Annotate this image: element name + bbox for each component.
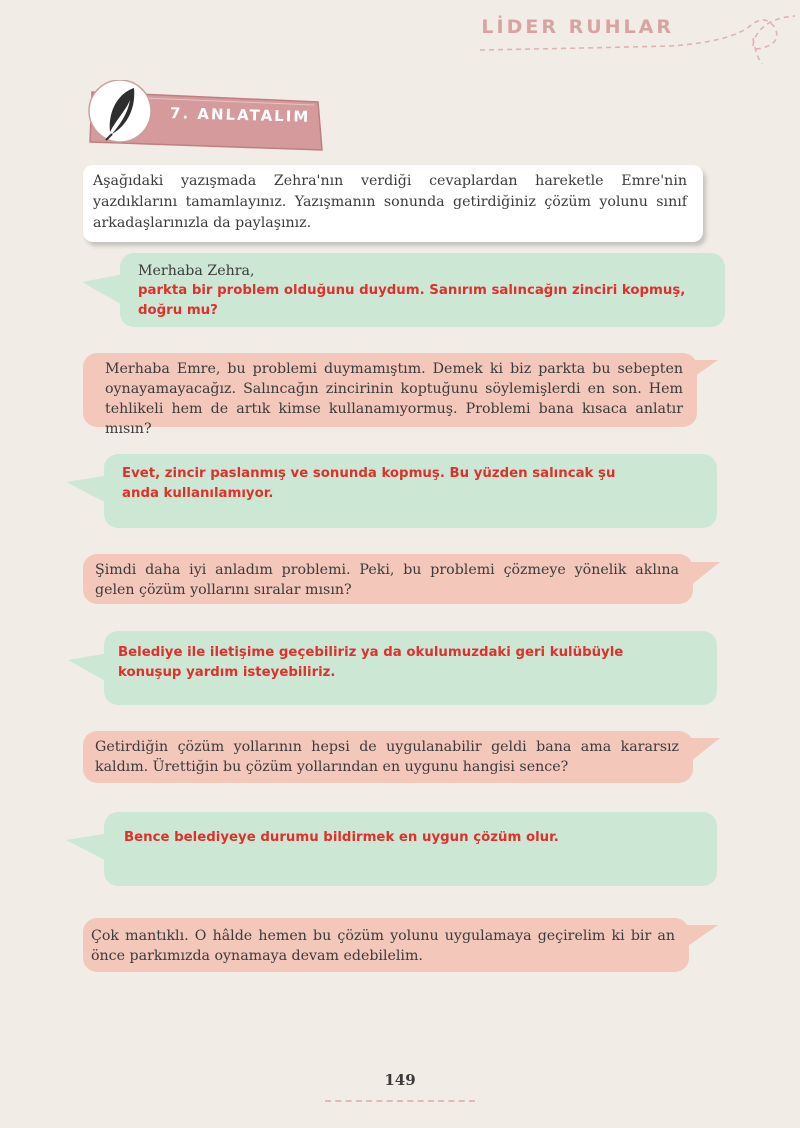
section-title: 7. ANLATALIM: [169, 104, 311, 126]
answer-text: Belediye ile iletişime geçebiliriz ya da okulumuzdaki geri kulübüyle konuşup yardım isteyebiliriz.: [118, 645, 624, 680]
message-text: Getirdiğin çözüm yollarının hepsi de uygulanabilir geldi bana ama kararsız kaldım. Ürettiğin bu çözüm yollarından en uygunu hangisi sence?: [95, 739, 679, 775]
bubble-tail: [82, 268, 124, 308]
brand-title: LİDER RUHLAR: [481, 16, 674, 38]
message-emre-4: [104, 812, 717, 886]
message-zehra-3: [83, 731, 693, 783]
message-text: Merhaba Emre, bu problemi duymamıştım. Demek ki biz parkta bu sebepten oynayamayacağız. Salıncağın zincirinin koptuğunu söylemişlerdi en son. Hem tehlikeli hem de artık kimse kullanamıyormuş. Problemi bana kısaca anlatır mısın?: [105, 361, 683, 437]
instruction-box: Aşağıdaki yazışmada Zehra'nın verdiği cevaplardan hareketle Emre'nin yazdıklarını tamamlayınız. Yazışmanın sonunda getirdiğiniz çözüm yolunu sınıf arkadaşlarınızla da paylaşınız.: [83, 165, 703, 242]
message-greeting: Merhaba Zehra,: [138, 263, 255, 279]
message-emre-1: [120, 253, 725, 327]
message-zehra-1: [83, 353, 697, 437]
message-emre-3: [104, 631, 717, 705]
answer-text: Evet, zincir paslanmış ve sonunda kopmuş. Bu yüzden salıncak şu anda kullanılamıyor.: [122, 466, 616, 501]
message-zehra-2: [83, 554, 693, 604]
page-number: 149: [384, 1071, 416, 1089]
decorative-dashed-swirl: [470, 8, 800, 68]
answer-text: parkta bir problem olduğunu duydum. Sanırım salıncağın zinciri kopmuş, doğru mu?: [138, 283, 686, 318]
message-text: Çok mantıklı. O hâlde hemen bu çözüm yolunu uygulamaya geçirelim ki bir an önce parkımızda oynamaya devam edebilelim.: [91, 928, 675, 964]
page-divider: [325, 1100, 475, 1102]
answer-text: Bence belediyeye durumu bildirmek en uygun çözüm olur.: [124, 830, 559, 845]
message-text: Şimdi daha iyi anladım problemi. Peki, bu problemi çözmeye yönelik aklına gelen çözüm yollarını sıralar mısın?: [95, 562, 679, 598]
message-emre-2: [104, 454, 717, 528]
message-zehra-4: [83, 918, 689, 972]
